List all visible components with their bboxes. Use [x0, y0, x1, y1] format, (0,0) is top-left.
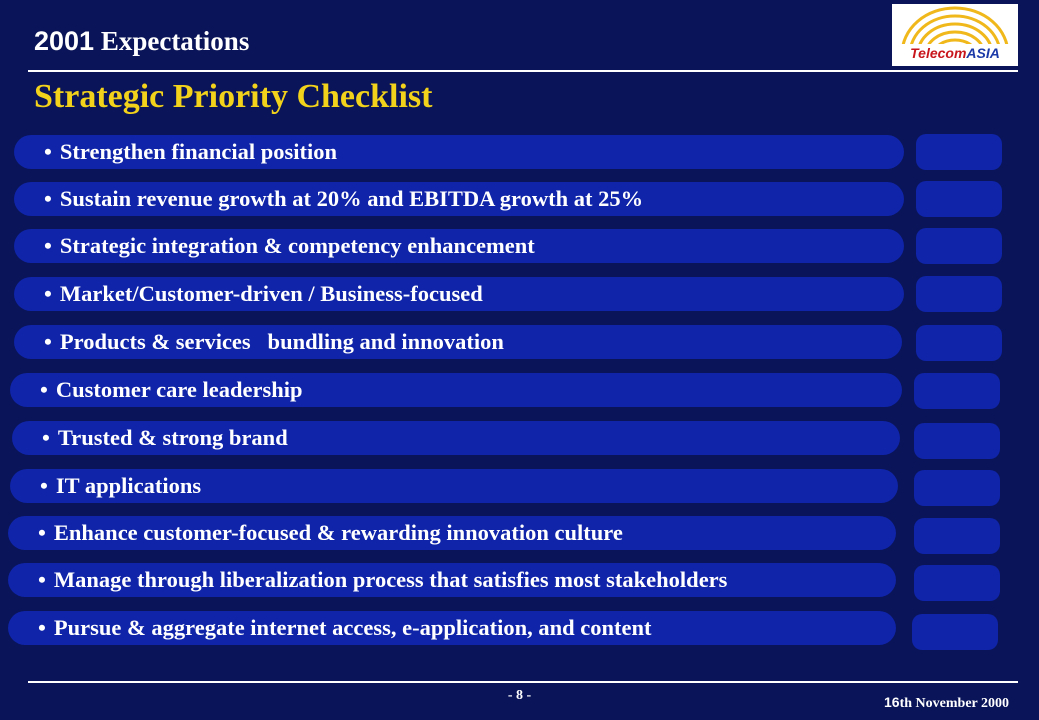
section-title-year: 2001 — [34, 26, 95, 56]
logo-text-telecom: Telecom — [910, 45, 967, 61]
checkbox-box[interactable] — [916, 276, 1002, 312]
checklist-item-label: Strengthen financial position — [59, 139, 338, 164]
checklist-row — [14, 229, 904, 263]
telecomasia-logo — [892, 4, 1018, 66]
svg-text:TelecomASIA — [910, 45, 1000, 61]
checklist-row — [8, 563, 896, 597]
bullet-icon: • — [44, 281, 52, 306]
checklist-row — [12, 421, 900, 455]
bullet-icon: • — [38, 567, 46, 592]
checklist-row — [8, 516, 896, 550]
checkbox-box[interactable] — [912, 614, 998, 650]
checkbox-box[interactable] — [916, 228, 1002, 264]
bullet-icon: • — [44, 329, 52, 354]
checklist-item-label: Products & services bundling and innovation — [59, 329, 504, 354]
page-title: Strategic Priority Checklist — [34, 78, 433, 115]
bullet-icon: • — [40, 377, 48, 402]
logo-text-asia: ASIA — [966, 45, 1000, 61]
checkbox-box[interactable] — [916, 181, 1002, 217]
bullet-icon: • — [44, 186, 52, 211]
footer-date-rest: th November 2000 — [899, 696, 1009, 711]
checkbox-box[interactable] — [914, 373, 1000, 409]
bullet-icon: • — [44, 139, 52, 164]
checklist-row — [14, 182, 904, 216]
checklist-row — [14, 135, 904, 169]
bullet-icon: • — [38, 615, 46, 640]
section-title — [34, 26, 249, 57]
page-number: - 8 - — [507, 688, 532, 703]
checklist-row — [14, 325, 902, 359]
telecomasia-logo-icon — [892, 4, 1018, 66]
checkbox-box[interactable] — [914, 423, 1000, 459]
checkbox-box[interactable] — [914, 470, 1000, 506]
checklist-row — [14, 277, 904, 311]
checklist-item-label: Manage through liberalization process that satisfies most stakeholders — [53, 567, 728, 592]
checklist-item-label: IT applications — [55, 473, 202, 498]
checkbox-box[interactable] — [916, 134, 1002, 170]
checklist-item-label: Pursue & aggregate internet access, e-application, and content — [53, 615, 652, 640]
checklist-item-label: Market/Customer-driven / Business-focused — [59, 281, 483, 306]
bullet-icon: • — [40, 473, 48, 498]
bullet-icon: • — [42, 425, 50, 450]
checklist-row — [10, 469, 898, 503]
checklist-item-label: Customer care leadership — [55, 377, 303, 402]
checklist-item-label: Enhance customer-focused & rewarding innovation culture — [53, 520, 623, 545]
checklist-item-label: Strategic integration & competency enhancement — [59, 233, 535, 258]
footer-date — [884, 694, 1009, 712]
checklist-row — [8, 611, 896, 645]
bullet-icon: • — [44, 233, 52, 258]
footer-divider — [28, 681, 1018, 683]
checkbox-box[interactable] — [914, 518, 1000, 554]
checklist-item-label: Sustain revenue growth at 20% and EBITDA growth at 25% — [59, 186, 644, 211]
checkbox-box[interactable] — [916, 325, 1002, 361]
footer-date-day: 16 — [884, 694, 900, 710]
bullet-icon: • — [38, 520, 46, 545]
header-divider — [28, 70, 1018, 72]
checkbox-box[interactable] — [914, 565, 1000, 601]
checklist-item-label: Trusted & strong brand — [57, 425, 288, 450]
checklist-row — [10, 373, 902, 407]
section-title-rest: Expectations — [94, 26, 250, 56]
